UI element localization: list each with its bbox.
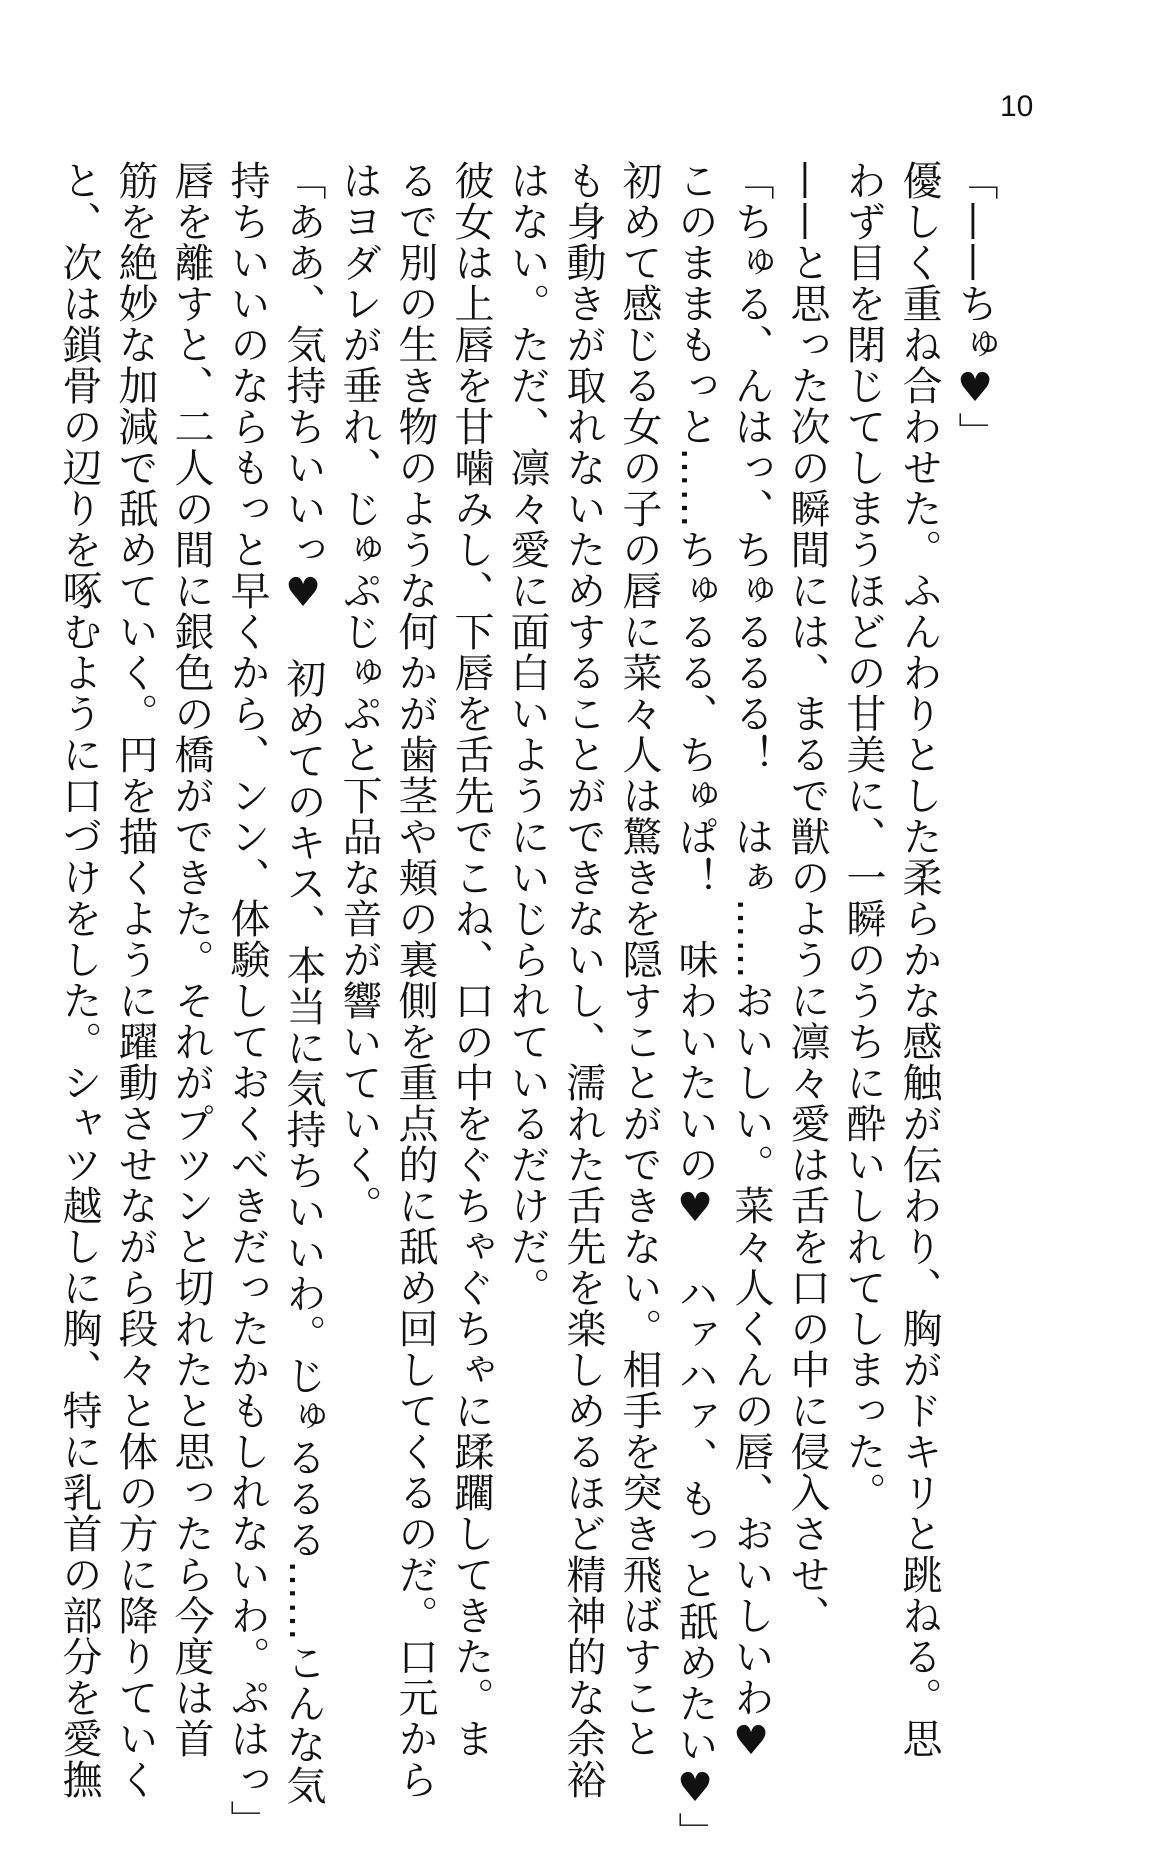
text-line: 「ああ、気持ちいいっ♥ 初めてのキス、本当に気持ちいいわ。じゅるるる……こんな気 xyxy=(280,160,326,1806)
text-line: 持ちいいのならもっと早くから、ンン、体験しておくべきだったかもしれないわ。ぷはっ」 xyxy=(224,160,270,1841)
text-line: 彼女は上唇を甘噛みし、下唇を舌先でこね、口の中をぐちゃぐちゃに蹂躙してきた。ま xyxy=(448,160,494,1759)
text-line: 初めて感じる女の子の唇に菜々人は驚きを隠すことができない。相手を突き飛ばすこと xyxy=(616,160,662,1759)
text-body xyxy=(51,160,1003,1853)
text-line: はヨダレが垂れ、じゅぷじゅぷと下品な音が響いていく。 xyxy=(336,160,382,1226)
text-line: 筋を絶妙な加減で舐めていく。円を描くように躍動させながら段々と体の方に降りていく xyxy=(112,160,158,1800)
text-line: 「——ちゅ♥」 xyxy=(952,160,998,453)
text-line: と、次は鎖骨の辺りを啄むように口づけをした。シャツ越しに胸、特に乳首の部分を愛撫 xyxy=(56,160,102,1800)
text-line: 「ちゅる、んはっ、ちゅるるる！ はぁ……おいしい。菜々人くんの唇、おいしいわ♥ xyxy=(728,160,774,1765)
text-line: 唇を離すと、二人の間に銀色の橋ができた。それがプツンと切れたと思ったら今度は首 xyxy=(168,160,214,1759)
text-line: ——と思った次の瞬間には、まるで獣のように凛々愛は舌を口の中に侵入させ、 xyxy=(784,160,830,1636)
page-number: 10 xyxy=(1000,90,1034,123)
text-line: はない。ただ、凛々愛に面白いようにいじられているだけだ。 xyxy=(504,160,550,1308)
text-line: このままもっと……ちゅるる、ちゅぱ！ 味わいたいの♥ ハァハァ、もっと舐めたい♥」 xyxy=(672,160,718,1853)
text-line: るで別の生き物のような何かが歯茎や頬の裏側を重点的に舐め回してくるのだ。口元から xyxy=(392,160,438,1800)
text-line: も身動きが取れないためすることができないし、濡れた舌先を楽しめるほど精神的な余裕 xyxy=(560,160,606,1800)
text-line: 優しく重ね合わせた。ふんわりとした柔らかな感触が伝わり、胸がドキリと跳ねる。思 xyxy=(896,160,942,1759)
text-line: わず目を閉じてしまうほどの甘美に、一瞬のうちに酔いしれてしまった。 xyxy=(840,160,886,1513)
